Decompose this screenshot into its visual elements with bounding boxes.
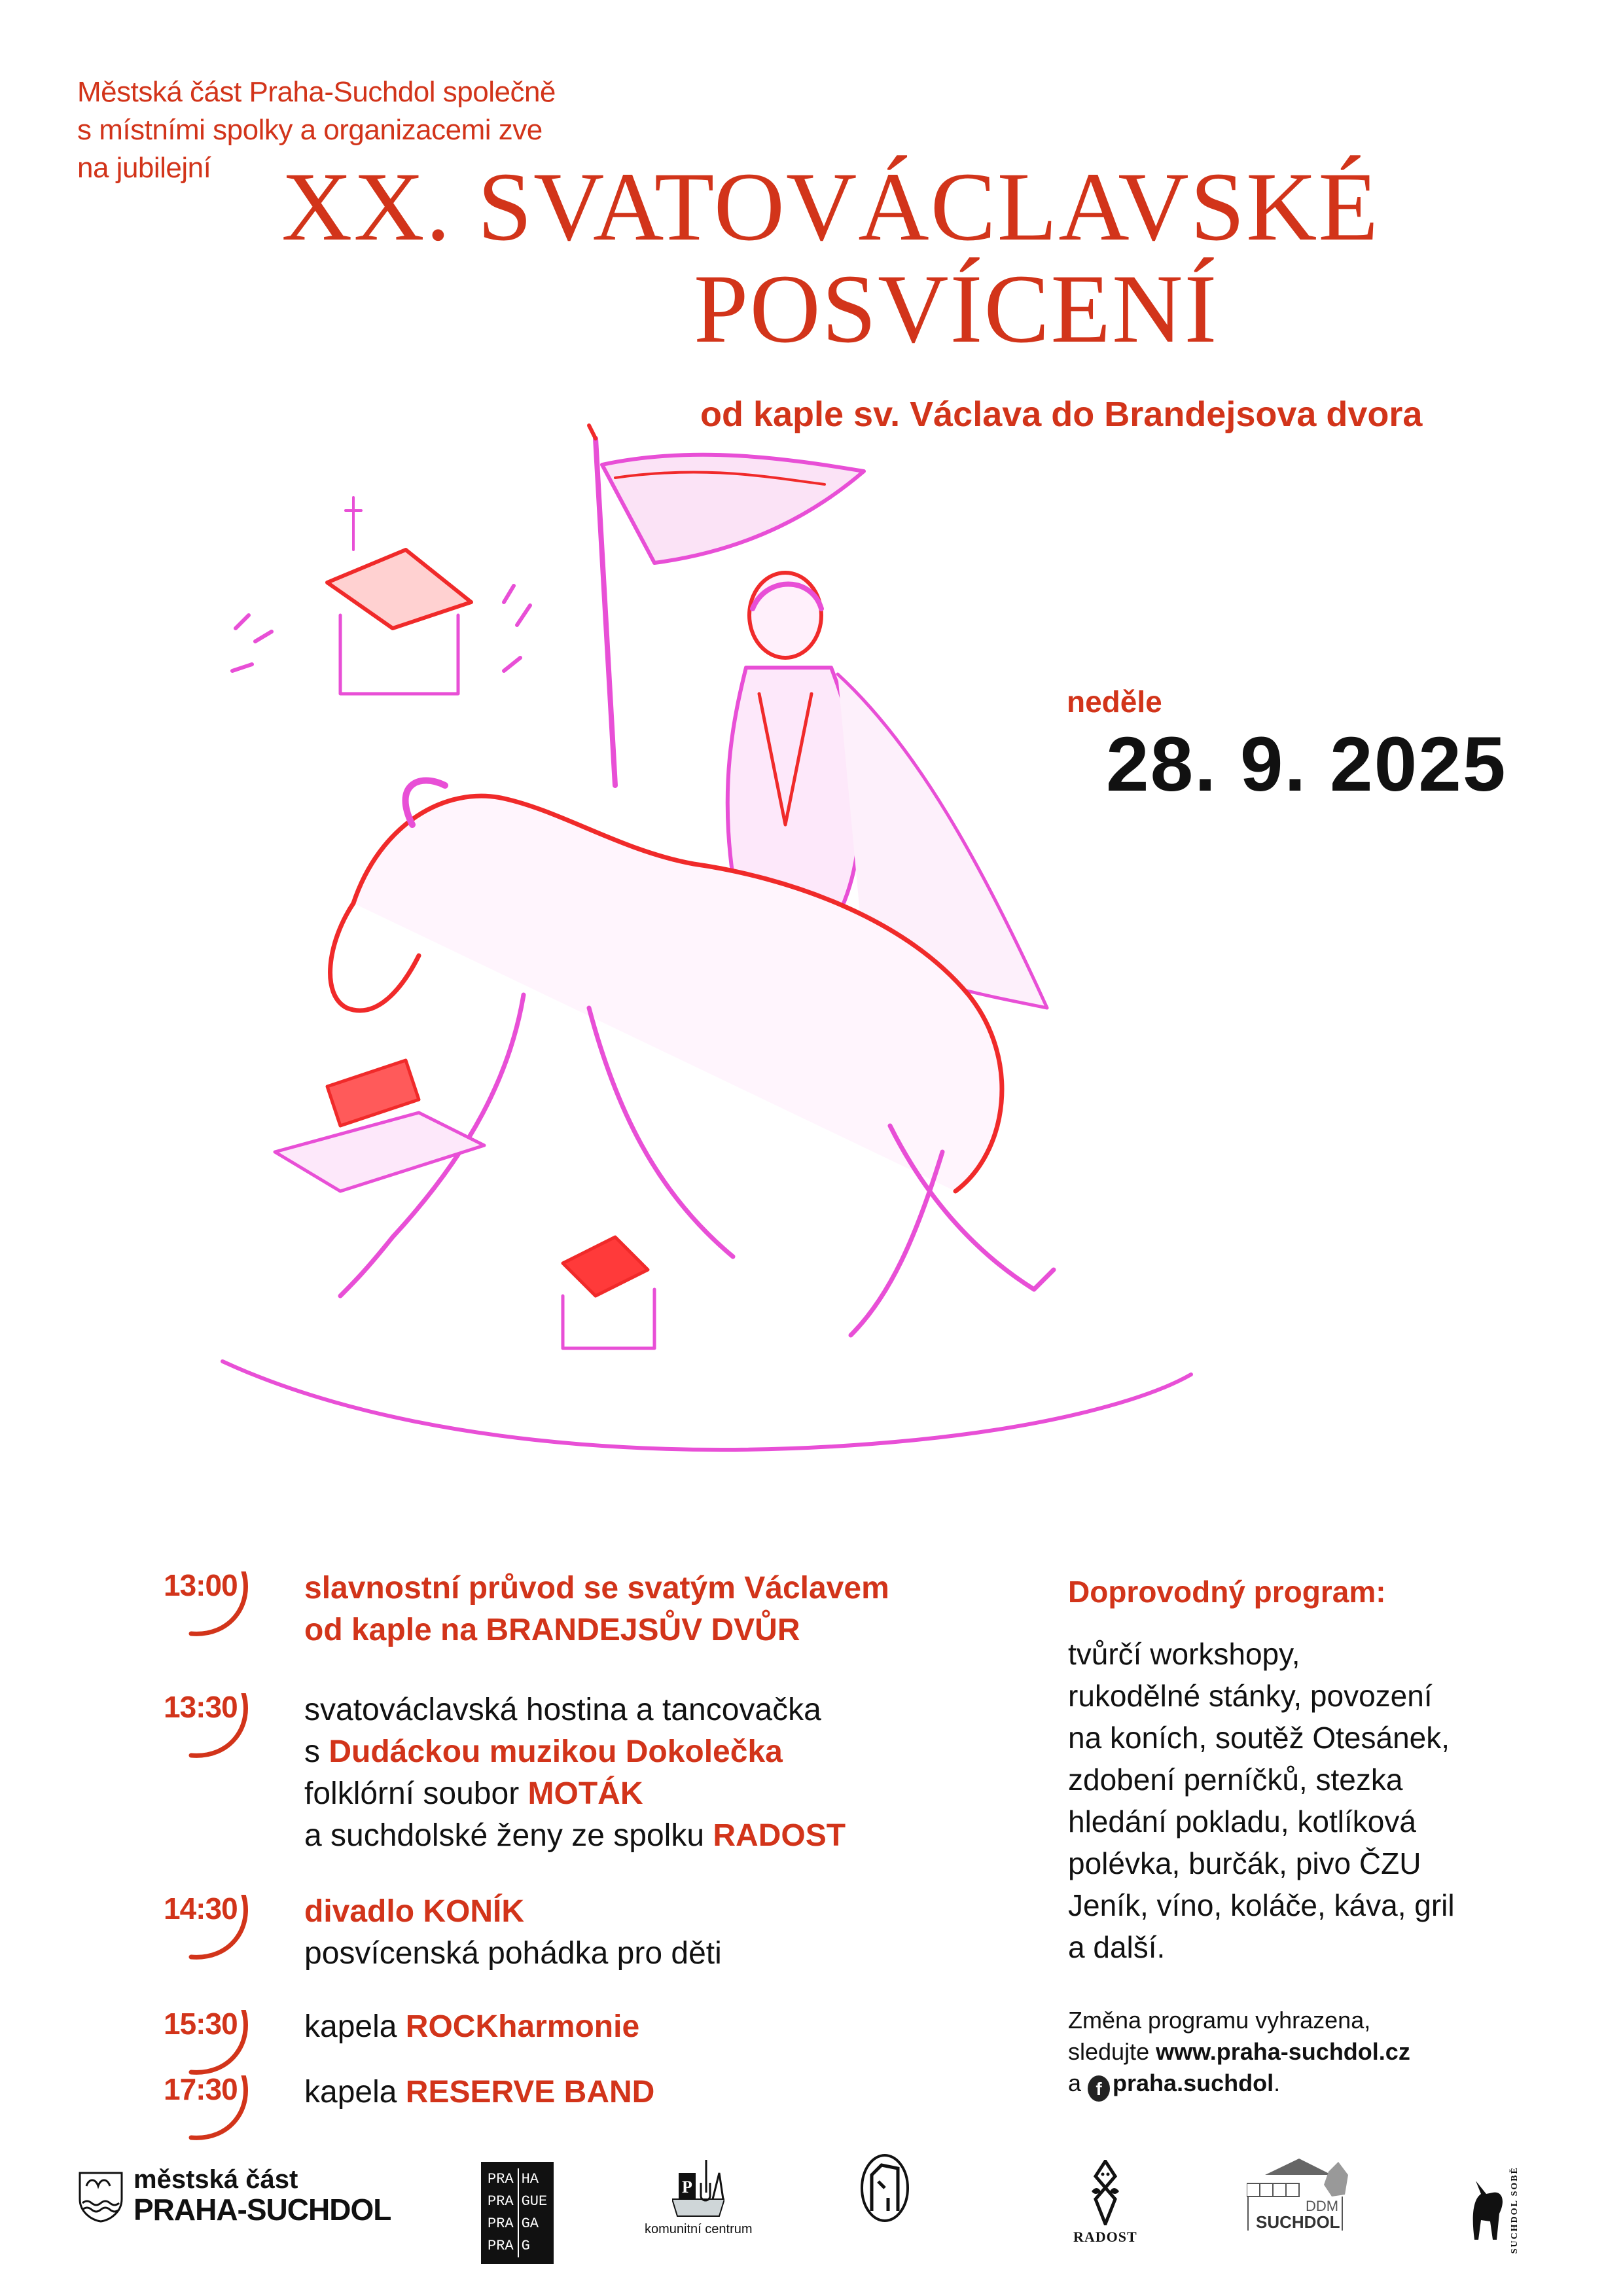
schedule-line bbox=[304, 1815, 1014, 1857]
logo-elephant bbox=[859, 2152, 911, 2227]
schedule-text: s bbox=[304, 1734, 329, 1769]
schedule-item bbox=[164, 2006, 1014, 2048]
side-program-line: hledání pokladu, kotlíková bbox=[1068, 1804, 1416, 1839]
note-prefix: sledujte bbox=[1068, 2038, 1156, 2065]
schedule-text: od kaple na BRANDEJSŮV DVŮR bbox=[304, 1613, 800, 1647]
event-day: neděle bbox=[1067, 685, 1162, 719]
intro-line-3: na jubilejní bbox=[77, 152, 211, 184]
schedule-text: posvícenská pohádka pro děti bbox=[304, 1936, 722, 1971]
schedule-time: 14:30 bbox=[164, 1892, 238, 1926]
performer-name: Dudáckou muzikou Dokolečka bbox=[329, 1734, 783, 1769]
logo-text: PRA bbox=[488, 2215, 514, 2232]
schedule-text: a suchdolské ženy ze spolku bbox=[304, 1818, 713, 1853]
performer-name: MOTÁK bbox=[527, 1776, 643, 1811]
side-program-line: Jeník, víno, koláče, káva, gril bbox=[1068, 1888, 1455, 1922]
schedule-line bbox=[304, 1689, 1014, 1731]
logo-text: GA bbox=[521, 2215, 539, 2232]
logo-text: PRA bbox=[488, 2238, 514, 2254]
schedule-text: kapela bbox=[304, 2075, 406, 2109]
logo-ddm-suchdol bbox=[1247, 2159, 1364, 2234]
schedule-text: slavnostní průvod se svatým Václavem bbox=[304, 1571, 889, 1605]
note-line: Změna programu vyhrazena, bbox=[1068, 2007, 1371, 2034]
side-program-line: a další. bbox=[1068, 1930, 1166, 1964]
schedule-line bbox=[304, 1731, 1014, 1773]
schedule-text: folklórní soubor bbox=[304, 1776, 528, 1811]
logo-text: PRAHA-SUCHDOL bbox=[134, 2193, 391, 2227]
note-suffix: . bbox=[1274, 2070, 1281, 2096]
schedule-time: 15:30 bbox=[164, 2007, 238, 2041]
logo-text: PRA bbox=[488, 2193, 514, 2210]
schedule-line bbox=[304, 1568, 1014, 1609]
side-program-line: rukodělné stánky, povození bbox=[1068, 1679, 1433, 1713]
st-wenceslas-illustration bbox=[196, 419, 1342, 1532]
title-line-2: POSVÍCENÍ bbox=[694, 255, 1219, 363]
performer-name: RADOST bbox=[713, 1818, 846, 1853]
puda-icon bbox=[672, 2153, 724, 2219]
logo-text: SUCHDOL SOBĚ bbox=[1510, 2166, 1520, 2254]
schedule-text: divadlo KONÍK bbox=[304, 1894, 525, 1929]
title-line-1: XX. SVATOVÁCLAVSKÉ bbox=[281, 152, 1380, 261]
svg-text:P: P bbox=[682, 2178, 693, 2197]
schedule-time: 17:30 bbox=[164, 2072, 238, 2106]
note-prefix: a bbox=[1068, 2070, 1088, 2096]
side-program-line: zdobení perníčků, stezka bbox=[1068, 1763, 1403, 1797]
logo-puda bbox=[645, 2153, 753, 2237]
schedule-line bbox=[304, 2006, 1014, 2048]
ddm-label: DDM bbox=[1306, 2198, 1339, 2214]
note-line bbox=[1068, 2068, 1539, 2102]
performer-name: ROCKharmonie bbox=[405, 2009, 640, 2044]
facebook-icon: f bbox=[1088, 2075, 1110, 2102]
logo-text: HA bbox=[521, 2171, 539, 2187]
schedule-line bbox=[304, 1773, 1014, 1815]
note-line bbox=[1068, 2036, 1539, 2068]
logo-praha-city bbox=[481, 2162, 554, 2264]
schedule-line bbox=[304, 2072, 1014, 2113]
schedule-time: 13:30 bbox=[164, 1690, 238, 1724]
elephant-icon bbox=[859, 2152, 911, 2224]
side-program-list bbox=[1068, 1633, 1539, 1968]
schedule-line bbox=[304, 1891, 1014, 1933]
sponsor-logos bbox=[0, 2140, 1623, 2271]
side-program-line: tvůrčí workshopy, bbox=[1068, 1637, 1300, 1671]
facebook-link[interactable]: praha.suchdol bbox=[1113, 2070, 1274, 2096]
schedule-item bbox=[164, 1689, 1014, 1857]
side-program-line: polévka, burčák, pivo ČZU bbox=[1068, 1846, 1421, 1880]
schedule-text: kapela bbox=[304, 2009, 406, 2044]
performer-name: RESERVE BAND bbox=[405, 2075, 655, 2109]
side-program-heading: Doprovodný program: bbox=[1068, 1575, 1386, 1609]
svg-text:SUCHDOL: SUCHDOL bbox=[1256, 2212, 1340, 2231]
logo-text: G bbox=[521, 2238, 530, 2254]
logo-text: GUE bbox=[521, 2193, 548, 2210]
intro-line-2: s místními spolky a organizacemi zve bbox=[77, 114, 543, 146]
coat-of-arms-icon bbox=[77, 2170, 124, 2223]
program-change-note bbox=[1068, 2005, 1539, 2102]
event-date: 28. 9. 2025 bbox=[1106, 721, 1507, 808]
schedule-item bbox=[164, 1891, 1014, 1975]
schedule bbox=[164, 1568, 1014, 2140]
schedule-line bbox=[304, 1609, 1014, 1651]
logo-praha-suchdol bbox=[77, 2166, 391, 2227]
logo-suchdol-sobe bbox=[1469, 2166, 1520, 2253]
website-link[interactable]: www.praha-suchdol.cz bbox=[1156, 2038, 1410, 2065]
logo-text: komunitní centrum bbox=[645, 2222, 753, 2236]
radost-figure-icon bbox=[1089, 2160, 1122, 2225]
logo-text: PRA bbox=[488, 2171, 514, 2187]
ddm-house-icon bbox=[1247, 2159, 1364, 2231]
schedule-line bbox=[304, 1933, 1014, 1975]
side-program bbox=[1068, 1574, 1539, 2102]
logo-radost bbox=[1073, 2160, 1137, 2246]
schedule-item bbox=[164, 2072, 1014, 2113]
schedule-item bbox=[164, 1568, 1014, 1651]
logo-text: RADOST bbox=[1073, 2229, 1137, 2245]
intro-line-1: Městská část Praha-Suchdol společně bbox=[77, 76, 556, 108]
side-program-line: na koních, soutěž Otesánek, bbox=[1068, 1721, 1450, 1755]
schedule-time: 13:00 bbox=[164, 1568, 238, 1602]
subtitle: od kaple sv. Václava do Brandejsova dvora bbox=[700, 395, 1423, 434]
logo-text: městská část bbox=[134, 2165, 298, 2194]
schedule-text: svatováclavská hostina a tancovačka bbox=[304, 1693, 821, 1727]
dog-icon bbox=[1469, 2174, 1506, 2246]
